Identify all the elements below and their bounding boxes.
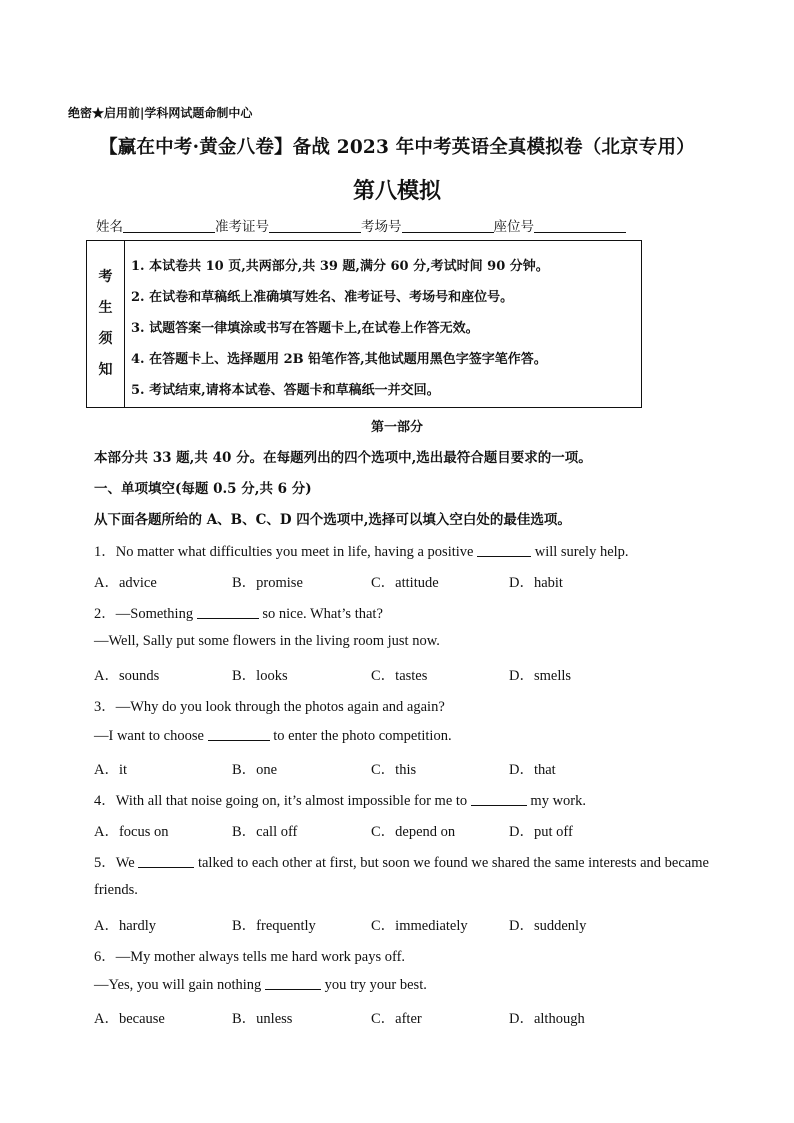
exam-notice-box: [86, 240, 642, 408]
option-c[interactable]: C．after: [371, 1011, 422, 1027]
option-a[interactable]: A．hardly: [94, 918, 157, 934]
option-d[interactable]: D．smells: [509, 668, 572, 684]
answer-blank: [265, 976, 321, 990]
option-b[interactable]: B．one: [232, 762, 278, 778]
answer-blank: [477, 543, 531, 557]
option-d[interactable]: D．although: [509, 1011, 585, 1027]
question-text: talked to each other at first, but soon we found we shared the same interests and became: [194, 855, 709, 871]
option-a[interactable]: A．because: [94, 1011, 165, 1027]
option-d[interactable]: D．suddenly: [509, 918, 587, 934]
option-a[interactable]: A．it: [94, 762, 128, 778]
candidate-info-row: [96, 215, 626, 235]
notice-item: 3. 试题答案一律填涂或书写在答题卡上,在试卷上作答无效。: [131, 321, 479, 336]
option-b[interactable]: B．call off: [232, 824, 298, 840]
question-text: 1．No matter what difficulties you meet in life, having a positive: [94, 544, 478, 560]
confidential-label: 绝密★启用前|学科网试题命制中心: [68, 106, 253, 120]
notice-label-char: 知: [98, 362, 113, 378]
option-c[interactable]: C．depend on: [371, 824, 456, 840]
question-text: 4．With all that noise going on, it’s almost impossible for me to: [94, 793, 471, 809]
option-d[interactable]: D．that: [509, 762, 556, 778]
notice-label-char: 考: [98, 269, 113, 285]
answer-blank: [138, 854, 194, 868]
name-field[interactable]: [123, 218, 215, 233]
option-c[interactable]: C．this: [371, 762, 417, 778]
notice-item: 2. 在试卷和草稿纸上准确填写姓名、准考证号、考场号和座位号。: [131, 290, 514, 305]
notice-item: 5. 考试结束,请将本试卷、答题卡和草稿纸一并交回。: [131, 383, 440, 398]
page-title: 【赢在中考·黄金八卷】备战 2023 年中考英语全真模拟卷（北京专用）: [99, 137, 695, 158]
option-d[interactable]: D．habit: [509, 575, 563, 591]
question-4-stem: [94, 789, 586, 810]
exam-id-field[interactable]: [269, 218, 361, 233]
question-3-reply: [94, 727, 452, 745]
option-b[interactable]: B．looks: [232, 668, 288, 684]
question-5-stem: [94, 851, 709, 872]
room-field[interactable]: [402, 218, 494, 233]
question-text: to enter the photo competition.: [269, 728, 452, 744]
option-a[interactable]: A．sounds: [94, 668, 160, 684]
notice-label: [87, 241, 125, 407]
notice-label-char: 须: [98, 331, 113, 347]
answer-blank: [197, 605, 259, 619]
option-c[interactable]: C．immediately: [371, 918, 468, 934]
question-3-stem: 3．—Why do you look through the photos again and again?: [94, 699, 445, 715]
option-a[interactable]: A．focus on: [94, 824, 169, 840]
option-c[interactable]: C．attitude: [371, 575, 439, 591]
exam-id-label: 准考证号: [215, 219, 269, 235]
section-instruction: 从下面各题所给的 A、B、C、D 四个选项中,选择可以填入空白处的最佳选项。: [94, 512, 571, 528]
answer-blank: [208, 727, 270, 741]
notice-item: 1. 本试卷共 10 页,共两部分,共 39 题,满分 60 分,考试时间 90 分钟。: [131, 259, 549, 274]
question-text: —I want to choose: [94, 728, 208, 744]
seat-label: 座位号: [493, 219, 534, 235]
question-2-stem: [94, 602, 383, 623]
notice-item: 4. 在答题卡上、选择题用 2B 铅笔作答,其他试题用黑色字签字笔作答。: [131, 352, 547, 367]
notice-label-char: 生: [98, 300, 113, 316]
part-intro: 本部分共 33 题,共 40 分。在每题列出的四个选项中,选出最符合题目要求的一项。: [94, 450, 592, 466]
question-text: my work.: [526, 793, 587, 809]
question-text: will surely help.: [531, 544, 629, 560]
section-title: 一、单项填空(每题 0.5 分,共 6 分): [94, 481, 312, 497]
room-label: 考场号: [361, 219, 402, 235]
question-text: 2．—Something: [94, 606, 197, 622]
answer-blank: [471, 792, 527, 806]
part-title: 第一部分: [370, 420, 423, 435]
seat-field[interactable]: [534, 218, 626, 233]
option-c[interactable]: C．tastes: [371, 668, 428, 684]
question-text: 5．We: [94, 855, 139, 871]
option-b[interactable]: B．frequently: [232, 918, 316, 934]
question-6-reply: [94, 976, 427, 994]
question-2-reply: —Well, Sally put some flowers in the living room just now.: [94, 633, 440, 649]
question-text: you try your best.: [320, 977, 427, 993]
name-label: 姓名: [96, 219, 123, 235]
question-1-stem: [94, 540, 629, 561]
option-a[interactable]: A．advice: [94, 575, 157, 591]
option-b[interactable]: B．promise: [232, 575, 303, 591]
question-text: so nice. What’s that?: [258, 606, 383, 622]
option-b[interactable]: B．unless: [232, 1011, 293, 1027]
question-text: —Yes, you will gain nothing: [94, 977, 265, 993]
question-5-continued: friends.: [94, 882, 138, 898]
option-d[interactable]: D．put off: [509, 824, 573, 840]
page-subtitle: 第八模拟: [352, 178, 441, 204]
question-6-stem: 6．—My mother always tells me hard work pays off.: [94, 949, 406, 965]
